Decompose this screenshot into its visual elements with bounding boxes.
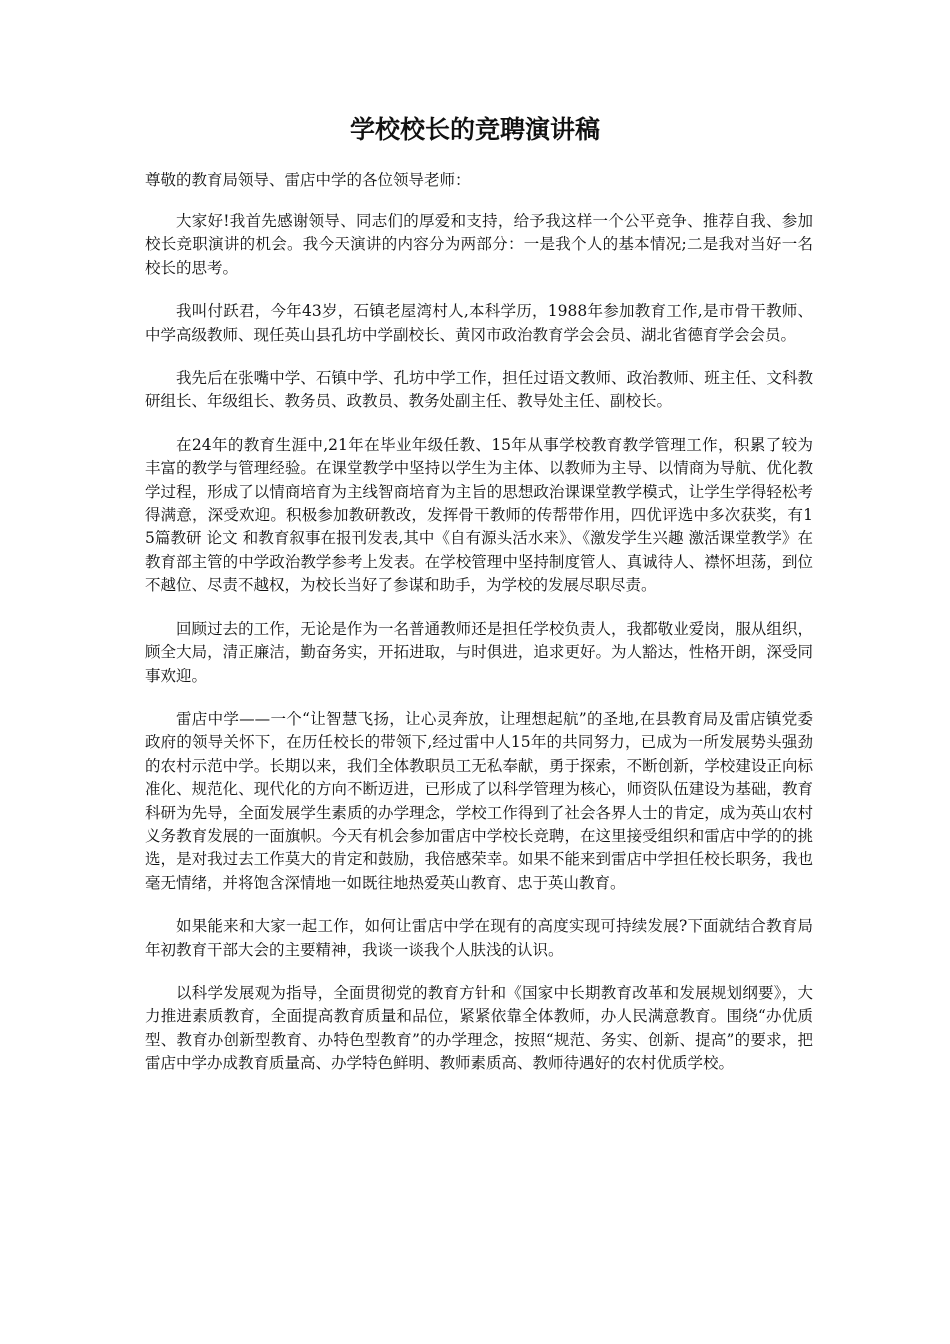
- document-title: 学校校长的竞聘演讲稿: [349, 115, 600, 144]
- document-body: [145, 210, 813, 1096]
- paragraph-review: 回顾过去的工作，无论是作为一名普通教师还是担任学校负责人，我都敬业爱岗，服从组织，顾全大局，清正廉洁，勤奋务实，开拓进取，与时俱进，追求更好。为人豁达，性格开朗，深受同事欢迎。: [145, 619, 813, 685]
- paragraph-self-intro: 我叫付跃君，今年43岁，石镇老屋湾村人,本科学历，1988年参加教育工作,是市骨干教师、中学高级教师、现任英山县孔坊中学副校长、黄冈市政治教育学会会员、湖北省德育学会会员。: [145, 302, 813, 344]
- salutation: 尊敬的教育局领导、雷店中学的各位领导老师：: [145, 171, 471, 189]
- paragraph-experience: 在24年的教育生涯中,21年在毕业年级任教、15年从事学校教育教学管理工作，积累了较为丰富的教学与管理经验。在课堂教学中坚持以学生为主体、以教师为主导、以情商为导航、优化教学过程，形成了以情商培育为主线智商培育为主旨的思想政治课课堂教学模式，让学生学得轻松考得满意，深受欢迎。积极参加教研教改，发挥骨干教师的传帮带作用，四优评选中多次获奖，有15篇教研 论文 和教育叙事在报刊发表,其中《自有源头活水来》、《激发学生兴趣 激活课堂教学》在教育部主管的中学政治教学参考上发表。在学校管理中坚持制度管人、真诚待人、襟怀坦荡，到位不越位、尽责不越权，为校长当好了参谋和助手，为学校的发展尽职尽责。: [145, 435, 813, 595]
- paragraph-transition: 如果能来和大家一起工作，如何让雷店中学在现有的高度实现可持续发展?下面就结合教育局年初教育干部大会的主要精神，我谈一谈我个人肤浅的认识。: [145, 917, 813, 959]
- paragraph-greeting: 大家好!我首先感谢领导、同志们的厚爱和支持，给予我这样一个公平竞争、推荐自我、参加校长竞职演讲的机会。我今天演讲的内容分为两部分：一是我个人的基本情况;二是我对当好一名校长的思考。: [145, 212, 813, 277]
- paragraph-guiding-idea: 以科学发展观为指导，全面贯彻党的教育方针和《国家中长期教育改革和发展规划纲要》，大力推进素质教育，全面提高教育质量和品位，紧紧依靠全体教师，办人民满意教育。围绕“办优质型、教育办创新型教育、办特色型教育”的办学理念，按照“规范、务实、创新、提高”的要求，把雷店中学办成教育质量高、办学特色鲜明、教师素质高、教师待遇好的农村优质学校。: [145, 983, 813, 1073]
- paragraph-school-intro: 雷店中学——一个“让智慧飞扬，让心灵奔放，让理想起航”的圣地,在县教育局及雷店镇党委政府的领导关怀下，在历任校长的带领下,经过雷中人15年的共同努力，已成为一所发展势头强劲的农村示范中学。长期以来，我们全体教职员工无私奉献，勇于探索，不断创新，学校建设正向标准化、规范化、现代化的方向不断迈进，已形成了以科学管理为核心，师资队伍建设为基础，教育科研为先导，全面发展学生素质的办学理念，学校工作得到了社会各界人士的肯定，成为英山农村义务教育发展的一面旗帜。今天有机会参加雷店中学校长竞聘，在这里接受组织和雷店中学的的挑选，是对我过去工作莫大的肯定和鼓励，我倍感荣幸。如果不能来到雷店中学担任校长职务，我也毫无情绪，并将饱含深情地一如既往地热爱英山教育、忠于英山教育。: [145, 709, 813, 892]
- paragraph-work-history: 我先后在张嘴中学、石镇中学、孔坊中学工作，担任过语文教师、政治教师、班主任、文科教研组长、年级组长、教务员、政教员、教务处副主任、教导处主任、副校长。: [145, 369, 813, 411]
